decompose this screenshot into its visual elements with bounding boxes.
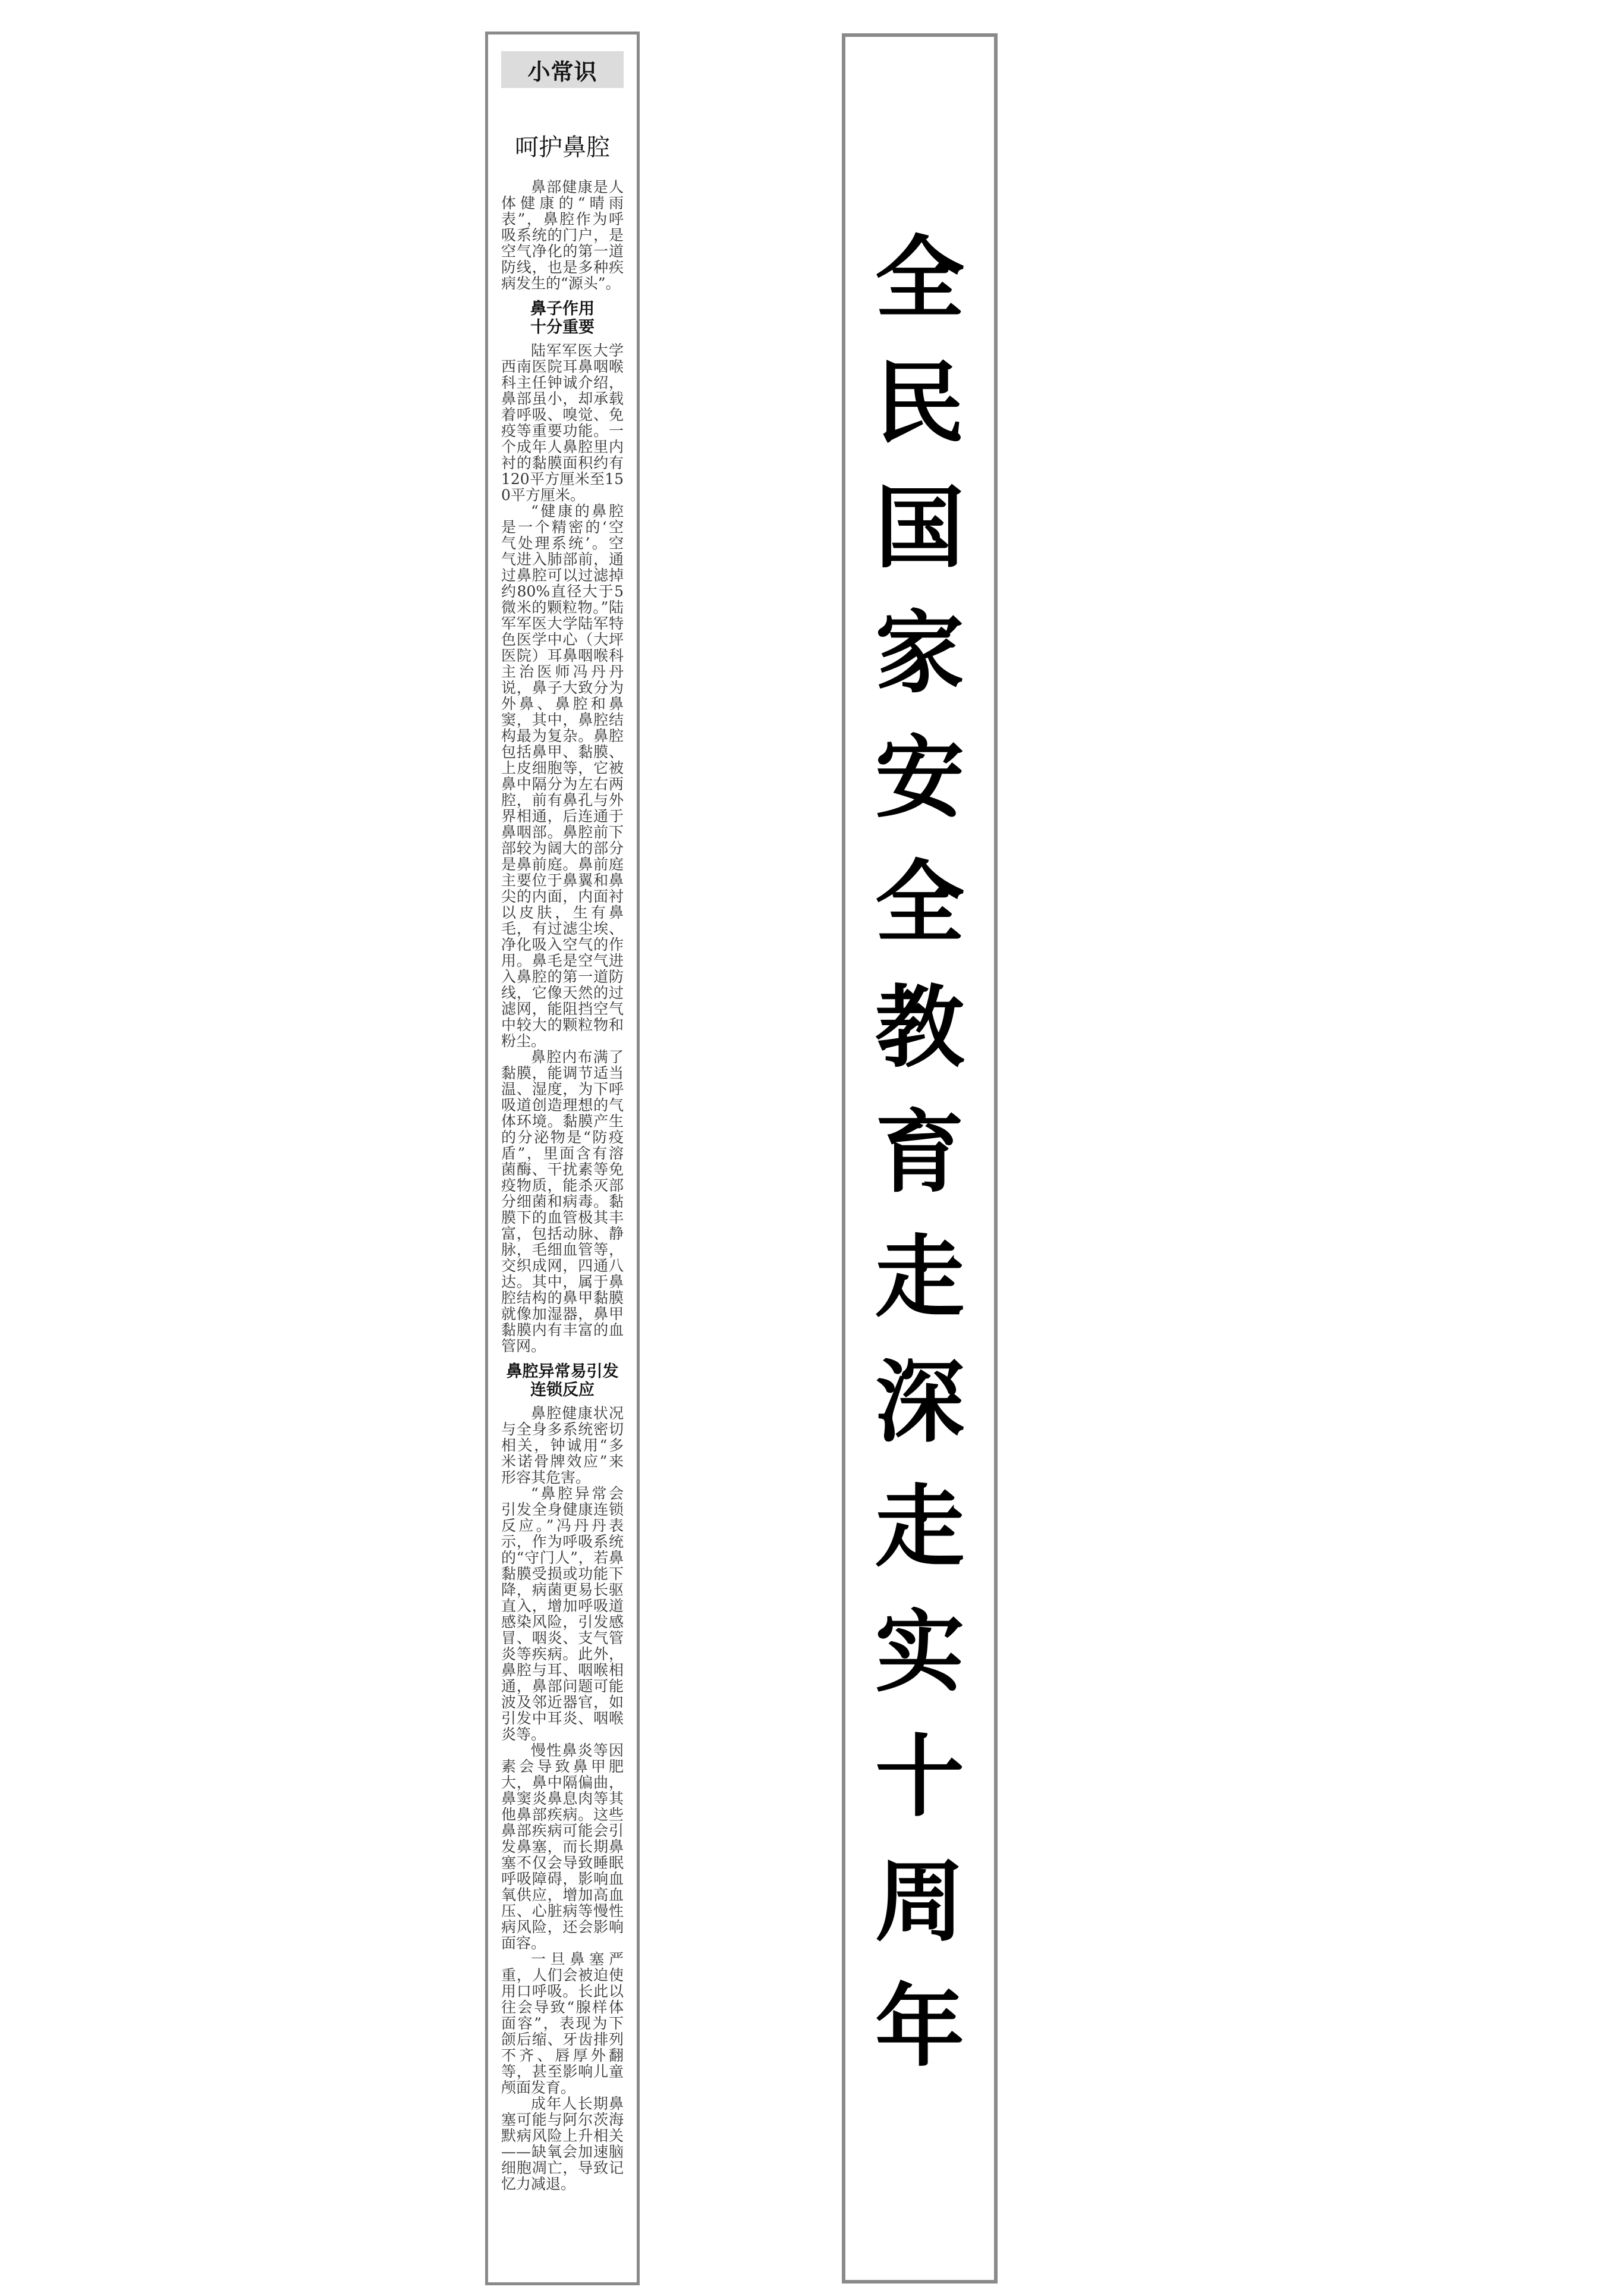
- article-paragraph: 成年人长期鼻塞可能与阿尔茨海默病风险上升相关——缺氧会加速脑细胞凋亡，导致记忆力减退。: [501, 2095, 624, 2193]
- banner-character: 走: [875, 1226, 964, 1330]
- banner-character: 走: [875, 1476, 964, 1579]
- banner-character: 周: [875, 1851, 964, 1954]
- article-paragraph: 陆军军医大学西南医院耳鼻咽喉科主任钟诚介绍，鼻部虽小，却承载着呼吸、嗅觉、免疫等重要功能。一个成年人鼻腔里内衬的黏膜面积约有120平方厘米至150平方厘米。: [501, 342, 624, 504]
- article-paragraph: “健康的鼻腔是一个精密的‘空气处理系统’。空气进入肺部前，通过鼻腔可以过滤掉约80%直径大于5微米的颗粒物。”陆军军医大学陆军特色医学中心（大坪医院）耳鼻咽喉科主治医师冯丹丹说，鼻子大致分为外鼻、鼻腔和鼻窦，其中，鼻腔结构最为复杂。鼻腔包括鼻甲、黏膜、上皮细胞等，它被鼻中隔分为左右两腔，前有鼻孔与外界相通，后连通于鼻咽部。鼻腔前下部较为阔大的部分是鼻前庭。鼻前庭主要位于鼻翼和鼻尖的内面，内面衬以皮肤，生有鼻毛，有过滤尘埃、净化吸入空气的作用。鼻毛是空气进入鼻腔的第一道防线，它像天然的过滤网，能阻挡空气中较大的颗粒物和粉尘。: [501, 502, 624, 1050]
- banner-character: 教: [875, 976, 964, 1080]
- article-paragraph: 鼻腔健康状况与全身多系统密切相关，钟诚用“多米诺骨牌效应”来形容其危害。: [501, 1405, 624, 1486]
- banner-character: 深: [875, 1351, 964, 1455]
- banner-character: 民: [875, 352, 964, 456]
- article-paragraph: 鼻部健康是人体健康的“晴雨表”，鼻腔作为呼吸系统的门户，是空气净化的第一道防线，也是多种疾病发生的“源头”。: [501, 178, 624, 292]
- banner-character: 家: [875, 602, 964, 705]
- article-column: [485, 32, 640, 2285]
- banner-character: 十: [875, 1726, 964, 1829]
- article-subheading: [501, 1362, 624, 1399]
- banner-character: 全: [875, 852, 964, 955]
- subheading-line: 鼻子作用: [530, 300, 595, 318]
- banner-character: 年: [875, 1975, 964, 2079]
- article-paragraph: 一旦鼻塞严重，人们会被迫使用口呼吸。长此以往会导致“腺样体面容”，表现为下颌后缩、牙齿排列不齐、唇厚外翻等，甚至影响儿童颅面发育。: [501, 1950, 624, 2096]
- vertical-banner: [842, 33, 998, 2284]
- banner-character: 安: [875, 727, 964, 830]
- section-label: 小常识: [501, 51, 624, 88]
- subheading-line: 连锁反应: [530, 1381, 595, 1399]
- article-paragraph: “鼻腔异常会引发全身健康连锁反应。”冯丹丹表示，作为呼吸系统的“守门人”，若鼻黏膜受损或功能下降，病菌更易长驱直入，增加呼吸道感染风险，引发感冒、咽炎、支气管炎等疾病。此外，鼻腔与耳、咽喉相通，鼻部问题可能波及邻近器官，如引发中耳炎、咽喉炎等。: [501, 1485, 624, 1743]
- subheading-line: 鼻腔异常易引发: [506, 1362, 619, 1381]
- article-body: [501, 179, 624, 2192]
- banner-character: 全: [875, 227, 964, 331]
- article-subheading: [501, 300, 624, 337]
- article-paragraph: 鼻腔内布满了黏膜，能调节适当温、湿度，为下呼吸道创造理想的气体环境。黏膜产生的分泌物是“防疫盾”，里面含有溶菌酶、干扰素等免疫物质，能杀灭部分细菌和病毒。黏膜下的血管极其丰富，包括动脉、静脉，毛细血管等，交织成网，四通八达。其中，属于鼻腔结构的鼻甲黏膜就像加湿器，鼻甲黏膜内有丰富的血管网。: [501, 1048, 624, 1355]
- banner-character: 育: [875, 1101, 964, 1205]
- article-title: 呵护鼻腔: [515, 134, 610, 161]
- banner-character: 国: [875, 477, 964, 580]
- banner-character: 实: [875, 1601, 964, 1704]
- subheading-line: 十分重要: [530, 318, 595, 337]
- article-paragraph: 慢性鼻炎等因素会导致鼻甲肥大，鼻中隔偏曲，鼻窦炎鼻息肉等其他鼻部疾病。这些鼻部疾病可能会引发鼻塞，而长期鼻塞不仅会导致睡眠呼吸障碍，影响血氧供应，增加高血压、心脏病等慢性病风险，还会影响面容。: [501, 1742, 624, 1952]
